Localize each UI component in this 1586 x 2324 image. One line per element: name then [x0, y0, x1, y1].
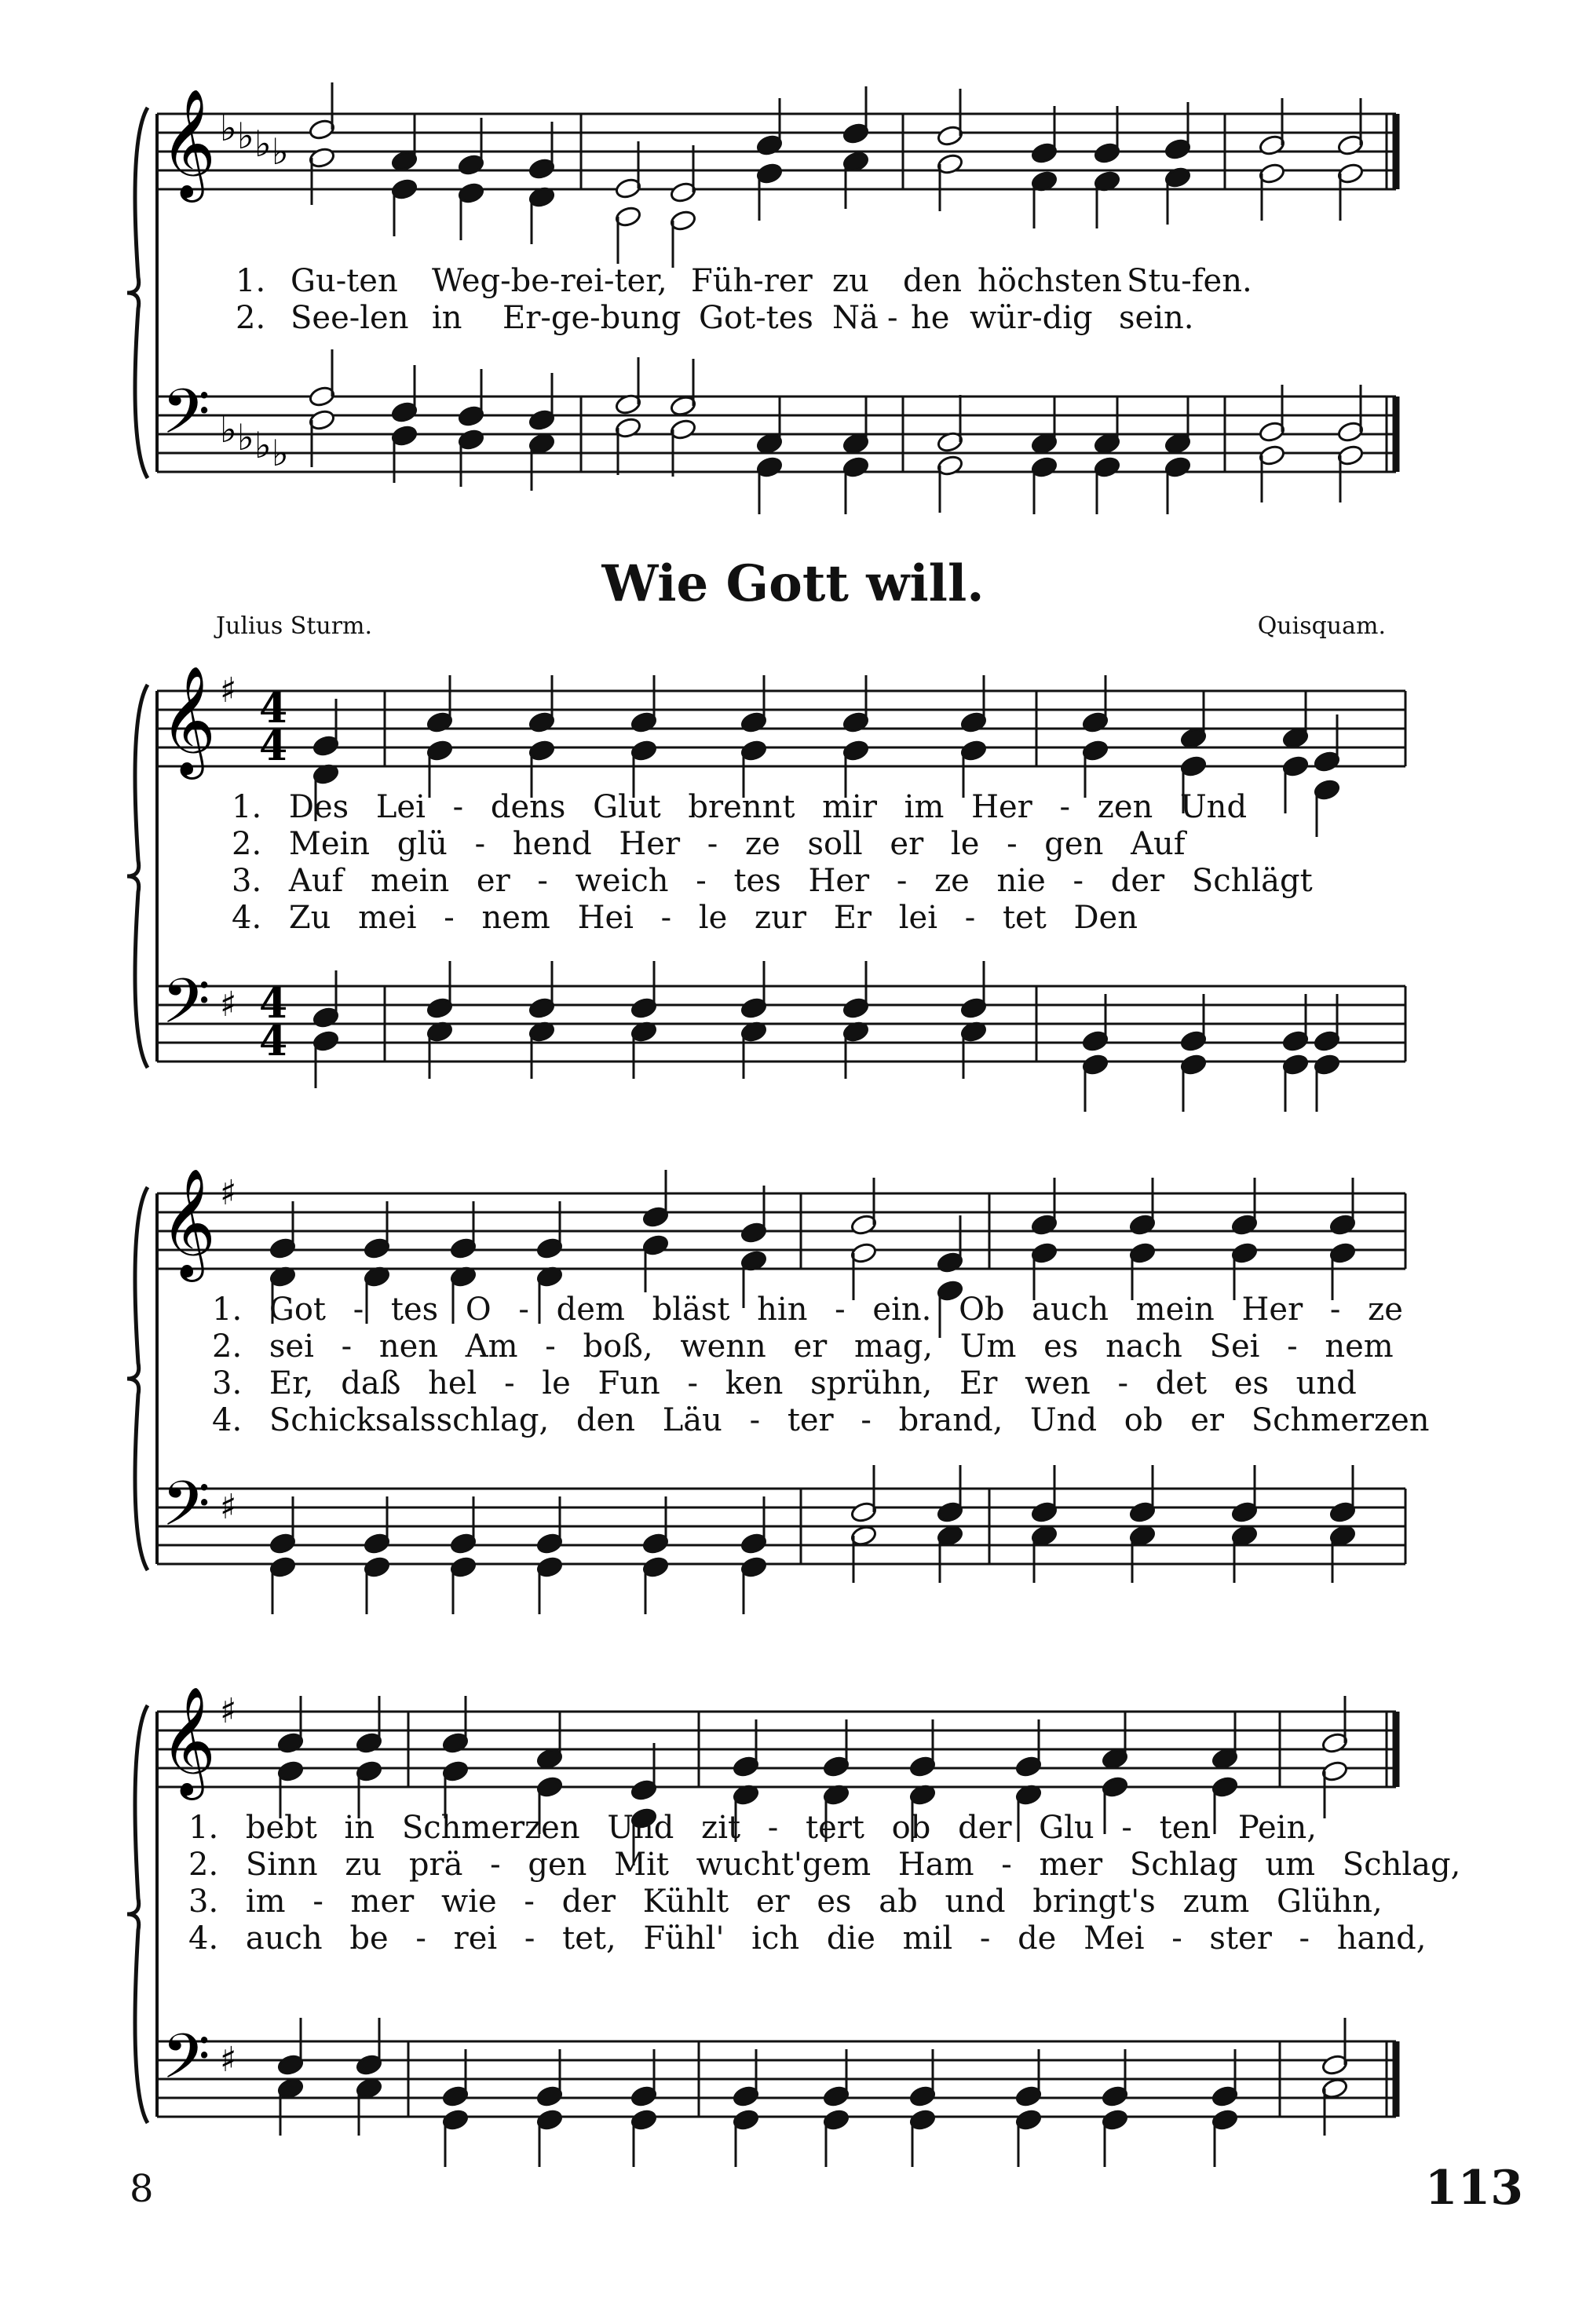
system-brace [127, 1705, 148, 2123]
key-flat: ♭ [237, 115, 254, 157]
verse-line: 2. sei - nen Am - boß, wenn er mag, Um es nach Sei - nem [212, 1328, 1394, 1365]
lyric-word: Er-ge-bung [502, 300, 682, 336]
key-sharp: ♯ [220, 985, 237, 1025]
lyric-word: Weg-be-rei-ter, [432, 263, 667, 299]
key-flat: ♭ [272, 432, 289, 474]
system-brace [127, 685, 148, 1068]
lyric-word: wür-dig [970, 300, 1093, 336]
prev-verse-1 [236, 263, 1413, 300]
verse-line: 2. Sinn zu prä - gen Mit wucht'gem Ham - mer Schlag um Schlag, [188, 1847, 1461, 1883]
signature-mark: 8 [130, 2167, 154, 2211]
key-flat: ♭ [254, 424, 272, 466]
verse-line: 2. Mein glü - hend Her - ze soll er le - gen Auf [232, 826, 1186, 862]
bass-clef: 𝄢 [162, 2020, 210, 2108]
lyric-word: sein. [1119, 300, 1194, 336]
verse-line: 3. Er, daß hel - le Fun - ken sprühn, Er wen - det es und [212, 1365, 1357, 1401]
key-flat: ♭ [220, 107, 237, 149]
text-author: Julius Sturm. [216, 612, 373, 640]
key-flat: ♭ [237, 416, 254, 459]
tune-author: Quisquam. [1257, 612, 1386, 640]
system-brace [127, 108, 148, 478]
key-flat: ♭ [272, 130, 289, 173]
treble-clef: 𝄞 [160, 89, 216, 198]
lyric-word: See-len [291, 300, 409, 336]
verse-line: 4. Schicksalsschlag, den Läu - ter - brand, Und ob er Schmerzen [212, 1402, 1430, 1438]
system-1-lyrics [232, 789, 1313, 937]
prev-hymn-lyrics [236, 263, 1413, 337]
time-signature: 4 [259, 980, 288, 1028]
verse-line: 3. im - mer wie - der Kühlt er es ab und bringt's zum Glühn, [188, 1884, 1383, 1920]
system-3-lyrics [188, 1810, 1460, 1957]
bass-clef: 𝄢 [162, 965, 210, 1053]
treble-clef: 𝄞 [160, 1686, 216, 1796]
lyric-word: zu [832, 263, 869, 299]
page-number: 113 [1424, 2161, 1523, 2216]
prev-verse-2 [236, 300, 1413, 337]
time-signature: 4 [259, 685, 288, 733]
key-flat: ♭ [254, 122, 272, 165]
key-sharp: ♯ [220, 1173, 237, 1213]
verse-line: 1. bebt in Schmerzen Und zit - tert ob der Glu - ten Pein, [188, 1810, 1317, 1846]
key-sharp: ♯ [220, 1691, 237, 1731]
key-sharp: ♯ [220, 671, 237, 711]
hymn-title: Wie Gott will. [601, 554, 985, 613]
verse-number: 2. [236, 300, 266, 336]
key-sharp: ♯ [220, 2040, 237, 2080]
key-sharp: ♯ [220, 1487, 237, 1527]
lyric-word: he [911, 300, 950, 336]
lyric-word: Nä [832, 300, 879, 336]
lyric-word: den [903, 263, 963, 299]
lyric-word: - [887, 300, 898, 336]
system-brace [127, 1187, 148, 1570]
lyric-word: höchsten [978, 263, 1123, 299]
lyric-word: Stu-fen. [1127, 263, 1252, 299]
verse-line: 4. Zu mei - nem Hei - le zur Er lei - tet Den [232, 900, 1138, 936]
bass-clef: 𝄢 [162, 375, 210, 463]
verse-line: 1. Got - tes O - dem bläst hin - ein. Ob auch mein Her - ze [212, 1292, 1403, 1328]
verse-line: 4. auch be - rei - tet, Fühl' ich die mil - de Mei - ster - hand, [188, 1920, 1427, 1957]
lyric-word: Füh-rer [691, 263, 813, 299]
lyric-word: in [432, 300, 462, 336]
verse-number: 1. [236, 263, 266, 299]
bass-clef: 𝄢 [162, 1467, 210, 1555]
verse-line: 1. Des Lei - dens Glut brennt mir im Her - zen Und [232, 789, 1248, 825]
time-signature: 4 [259, 722, 288, 770]
treble-clef: 𝄞 [160, 1168, 216, 1277]
time-signature: 4 [259, 1018, 288, 1065]
lyric-word: Got-tes [699, 300, 813, 336]
lyric-word: Gu-ten [291, 263, 398, 299]
treble-clef: 𝄞 [160, 666, 216, 775]
system-2-lyrics [212, 1292, 1430, 1439]
verse-line: 3. Auf mein er - weich - tes Her - ze nie - der Schlägt [232, 863, 1313, 899]
key-flat: ♭ [220, 408, 237, 451]
